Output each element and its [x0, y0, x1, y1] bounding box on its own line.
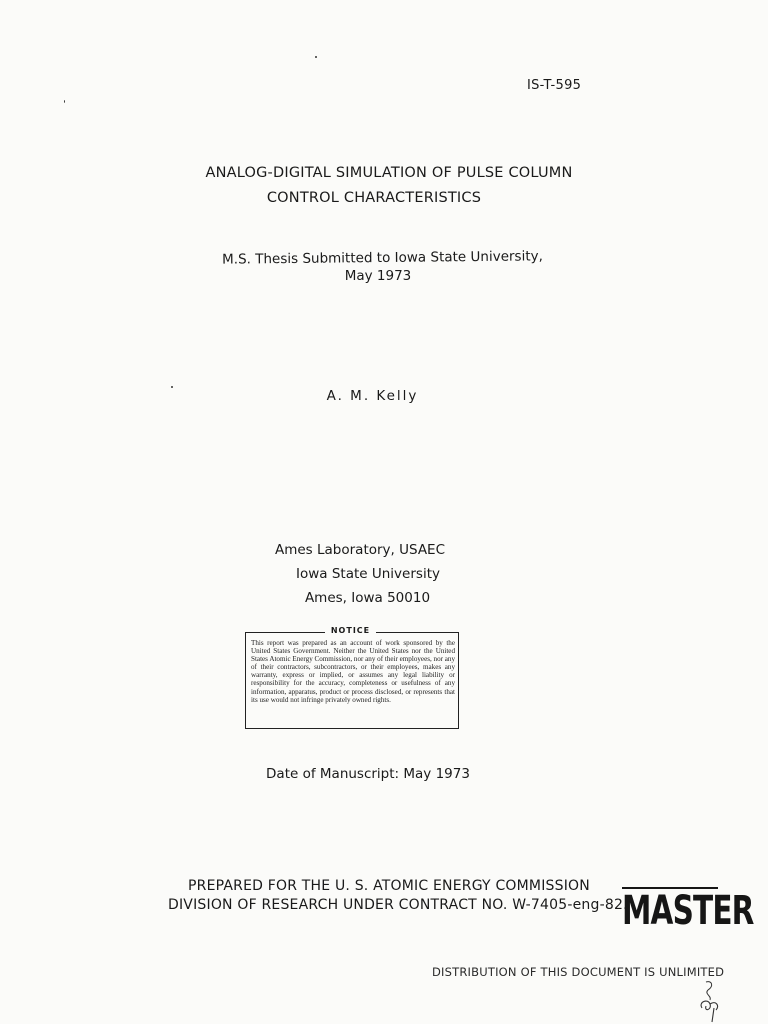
- scan-speck: [315, 56, 317, 58]
- address-line-2: Iowa State University: [296, 566, 440, 582]
- notice-heading: NOTICE: [330, 626, 371, 635]
- author-name: A. M. Kelly: [326, 388, 419, 404]
- scan-speck: [171, 386, 173, 388]
- address-line-3: Ames, Iowa 50010: [304, 590, 431, 606]
- notice-text: This report was prepared as an account of work sponsored by the United States Government. Neither the United States nor the United States Atomic Energy Commission, nor any of their employees, nor any of their contractors, subcontractors, or their employees, makes any warranty, express or implied, or assumes any legal liability or responsibility for the accuracy, completeness or usefulness of any information, apparatus, product or process disclosed, or represents that its use would not infringe privately owned rights.: [251, 639, 455, 704]
- prepared-for-line-2: DIVISION OF RESEARCH UNDER CONTRACT NO. W-7405-eng-82.: [168, 897, 628, 913]
- scan-speck: [64, 100, 65, 103]
- thesis-statement-line-2: May 1973: [344, 268, 412, 284]
- report-number: IS-T-595: [527, 78, 582, 93]
- address-line-1: Ames Laboratory, USAEC: [274, 542, 446, 558]
- distribution-statement: DISTRIBUTION OF THIS DOCUMENT IS UNLIMITED: [432, 965, 725, 979]
- prepared-for-line-1: PREPARED FOR THE U. S. ATOMIC ENERGY COMMISSION: [188, 878, 590, 894]
- master-stamp: MASTER: [622, 888, 754, 934]
- handwritten-initials: [692, 978, 728, 1024]
- document-title-line-1: ANALOG-DIGITAL SIMULATION OF PULSE COLUMN: [205, 165, 573, 181]
- document-title-line-2: CONTROL CHARACTERISTICS: [266, 190, 482, 206]
- thesis-statement-line-1: M.S. Thesis Submitted to Iowa State University,: [222, 248, 543, 268]
- date-of-manuscript: Date of Manuscript: May 1973: [266, 766, 470, 782]
